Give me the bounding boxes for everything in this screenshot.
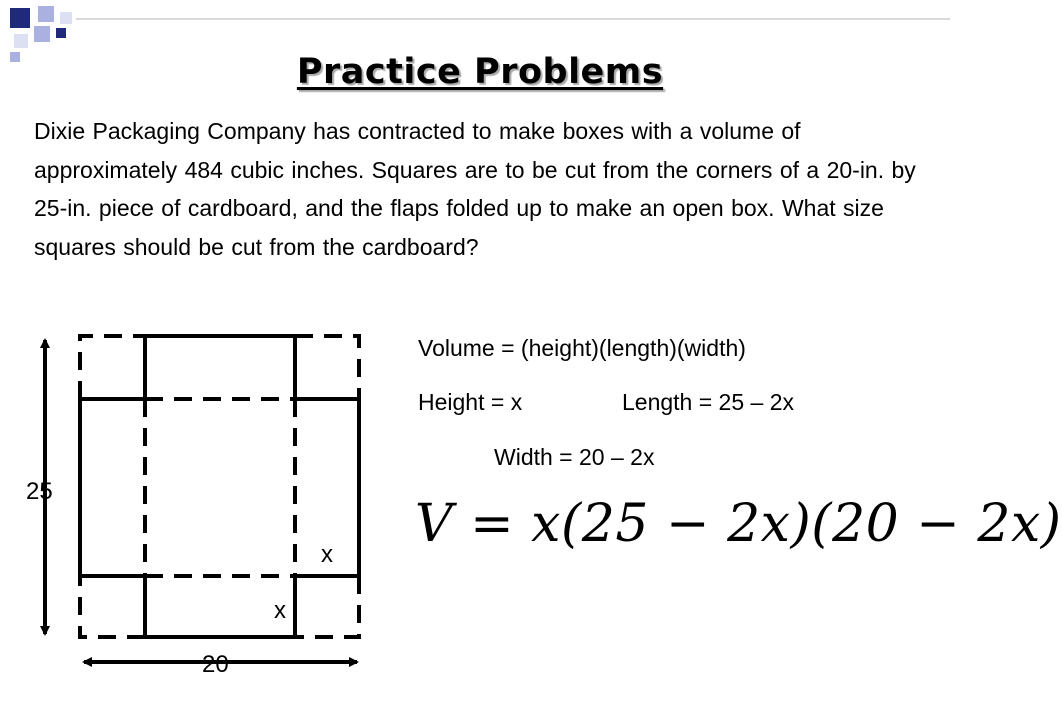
width-label: 20 — [202, 651, 229, 678]
length-expression: Length = 25 – 2x — [622, 389, 795, 415]
width-expression: Width = 20 – 2x — [494, 444, 655, 470]
decor-line — [76, 18, 950, 20]
volume-equation: V = x(25 − 2x)(20 − 2x) — [415, 494, 1062, 554]
box-net-diagram — [0, 320, 400, 700]
decor-square-light — [14, 34, 28, 48]
cut-side-label: x — [274, 597, 286, 624]
fold-lines — [145, 399, 295, 576]
decor-square-lavender — [38, 6, 54, 22]
slide-title: Practice Problems — [296, 52, 664, 92]
decor-square-lavender — [34, 26, 50, 42]
length-label: 25 — [26, 478, 53, 505]
box-outline — [80, 336, 359, 637]
decor-square-navy — [56, 28, 66, 38]
corner-dashed-lines — [80, 336, 359, 637]
cut-side-label: x — [321, 541, 333, 568]
problem-statement: Dixie Packaging Company has contracted to make boxes with a volume of approximately 484 cubic inches. Squares are to be cut from the corners of a 20-in. by 25-in. piece of cardboard, and the flaps folded up to make an open box. What size squares should be cut from the cardboard? — [34, 118, 916, 260]
volume-formula: Volume = (height)(length)(width) — [418, 335, 746, 361]
decor-square-light — [60, 12, 72, 24]
decor-square-navy — [10, 8, 30, 28]
height-expression: Height = x — [418, 389, 523, 415]
